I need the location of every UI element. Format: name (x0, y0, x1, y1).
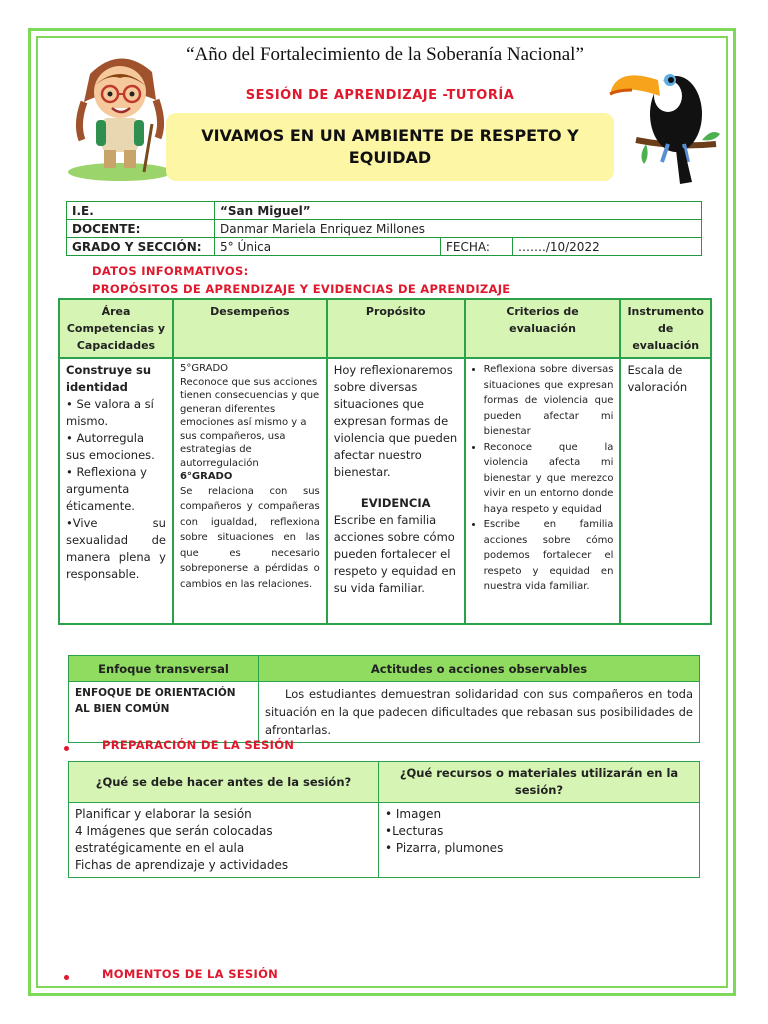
competencia-name: Construye su identidad (66, 363, 152, 394)
antes-item: 4 Imágenes que serán colocadas estratégicamente en el aula (75, 824, 273, 855)
criterio-item: • Reflexiona sobre diversas situaciones que expresan formas de violencia que pueden afectar mi bienestar (484, 362, 614, 440)
criterio-item: • Reconoce que la violencia afecta mi bienestar y que merezco vivir en un entorno donde haya respeto y equidad (484, 440, 614, 518)
ie-label: I.E. (67, 202, 215, 220)
grado5-text: Reconoce que sus acciones tienen consecuencias y que generan diferentes emociones así mismo y a sus compañeros, usa estrategias de autorregulación (179, 376, 320, 469)
capacidad-item: • Reflexiona y argumenta éticamente. (66, 465, 147, 513)
docente-value: Danmar Mariela Enriquez Millones (215, 220, 702, 238)
antes-item: Planificar y elaborar la sesión (75, 807, 252, 821)
header-recursos: ¿Qué recursos o materiales utilizarán en la sesión? (379, 762, 700, 803)
instrumento-cell (620, 358, 711, 624)
header-antes: ¿Qué se debe hacer antes de la sesión? (69, 762, 379, 803)
header-instrumento: Instrumento de evaluación (620, 299, 711, 358)
header-desempenos: Desempeños (173, 299, 327, 358)
proposito-cell (327, 358, 465, 624)
datos-label: DATOS INFORMATIVOS: (92, 264, 249, 278)
proposito-text: Hoy reflexionaremos sobre diversas situaciones que expresan formas de violencia que pueden afectar nuestro bienestar. (333, 363, 458, 479)
header-proposito: Propósito (327, 299, 465, 358)
capacidad-item: • Se valora a sí mismo. (66, 397, 154, 428)
capacidad-item: •Vive su sexualidad de manera plena y responsable. (66, 516, 166, 581)
criterio-item: • Escribe en familia acciones sobre cómo podemos fortalecer el respeto y equidad en nuestra vida familiar. (484, 517, 614, 595)
capacidad-item: • Autorregula sus emociones. (66, 431, 155, 462)
header-criterios: Criterios de evaluación (465, 299, 621, 358)
preparacion-label: PREPARACIÓN DE LA SESIÓN (102, 738, 295, 752)
header-area: Área Competencias y Capacidades (59, 299, 173, 358)
desempenos-cell (173, 358, 327, 624)
grado6-text: Se relaciona con sus compañeros y compañeras con igualdad, reflexiona sobre situaciones en las que es necesario sobreponerse a pérdidas o cambios en las relaciones. (179, 485, 320, 590)
purposes-table (58, 298, 712, 625)
criterios-cell (465, 358, 621, 624)
info-table (66, 201, 702, 256)
grado6-heading: 6°GRADO (179, 471, 233, 482)
recurso-item: •Lecturas (385, 824, 444, 838)
fecha-label: FECHA: (441, 238, 513, 256)
bullet-dot (64, 746, 69, 751)
recursos-cell (379, 803, 700, 878)
fecha-value: ……./10/2022 (513, 238, 702, 256)
grado5-heading: 5°GRADO (179, 363, 229, 374)
session-title: SESIÓN DE APRENDIZAJE -TUTORÍA (245, 88, 515, 103)
enfoque-name: ENFOQUE DE ORIENTACIÓN AL BIEN COMÚN (69, 682, 259, 743)
antes-cell (69, 803, 379, 878)
header-enfoque: Enfoque transversal (69, 656, 259, 682)
recurso-item: • Pizarra, plumones (385, 841, 504, 855)
instrumento-text: Escala de valoración (627, 363, 688, 394)
ie-value: “San Miguel” (215, 202, 702, 220)
main-title: VIVAMOS EN UN AMBIENTE DE RESPETO Y EQUIDAD (201, 126, 579, 167)
momentos-label: MOMENTOS DE LA SESIÓN (102, 967, 279, 981)
propositos-label: PROPÓSITOS DE APRENDIZAJE Y EVIDENCIAS DE APRENDIZAJE (92, 282, 511, 296)
actitud-text: Los estudiantes demuestran solidaridad con sus compañeros en toda situación en la que padecen dificultades que rebasan sus posibilidades de afrontarlas. (259, 682, 700, 743)
evidencia-text: Escribe en familia acciones sobre cómo pueden fortalecer el respeto y equidad en su vida familiar. (333, 513, 456, 595)
toucan-illustration (606, 44, 732, 186)
grado-value: 5° Única (215, 238, 441, 256)
enfoque-table (68, 655, 700, 743)
evidencia-label: EVIDENCIA (360, 496, 431, 510)
title-banner (166, 113, 614, 181)
docente-label: DOCENTE: (67, 220, 215, 238)
area-cell (59, 358, 173, 624)
year-title: “Año del Fortalecimiento de la Soberanía Nacional” (186, 44, 584, 65)
recurso-item: • Imagen (385, 807, 442, 821)
criterios-list (472, 362, 614, 595)
grado-label: GRADO Y SECCIÓN: (67, 238, 215, 256)
preparacion-table (68, 761, 700, 878)
bullet-dot (64, 975, 69, 980)
header-actitudes: Actitudes o acciones observables (259, 656, 700, 682)
antes-item: Fichas de aprendizaje y actividades (75, 858, 289, 872)
